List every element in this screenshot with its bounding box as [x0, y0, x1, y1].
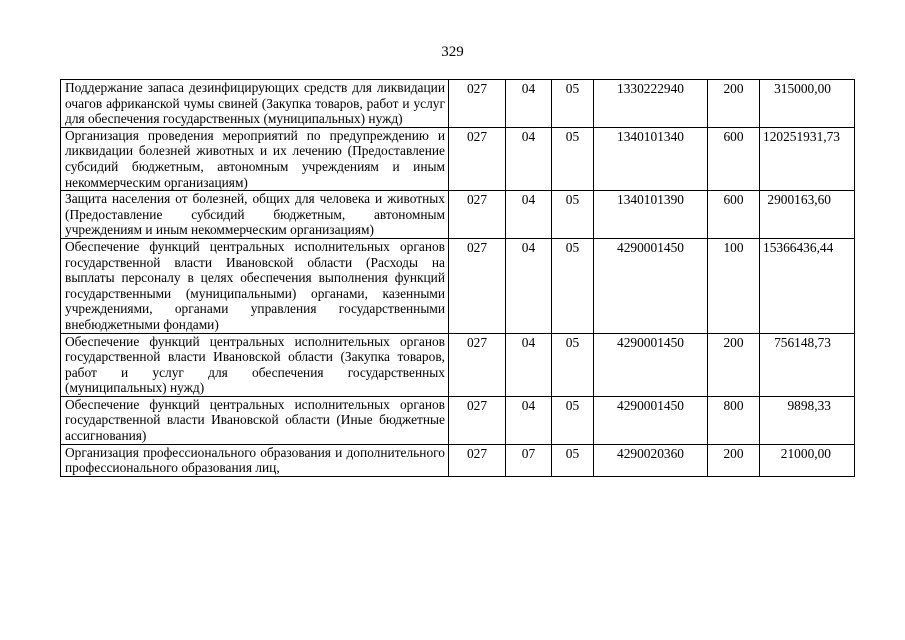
- row-description: Организация проведения мероприятий по предупреждению и ликвидации болезней животных и их лечению (Предоставление субсидий бюджетным, автономным учреждениям и иным некоммерческим организациям): [61, 127, 449, 190]
- amount: 315000,00: [760, 80, 855, 128]
- table-row: [61, 444, 855, 476]
- table-row: [61, 80, 855, 128]
- section-code: 04: [506, 127, 552, 190]
- target-article-code: 4290020360: [594, 444, 708, 476]
- expense-type-code: 200: [708, 444, 760, 476]
- ministry-code: 027: [449, 396, 506, 444]
- subsection-code: 05: [552, 80, 594, 128]
- amount: 15366436,44: [760, 238, 855, 333]
- expense-type-code: 600: [708, 127, 760, 190]
- budget-table: [60, 79, 855, 477]
- row-description: Обеспечение функций центральных исполнительных органов государственной власти Ивановской области (Иные бюджетные ассигнования): [61, 396, 449, 444]
- target-article-code: 1330222940: [594, 80, 708, 128]
- ministry-code: 027: [449, 80, 506, 128]
- section-code: 04: [506, 191, 552, 239]
- row-description: Поддержание запаса дезинфицирующих средств для ликвидации очагов африканской чумы свиней (Закупка товаров, работ и услуг для обеспечения государственных (муниципальных) нужд): [61, 80, 449, 128]
- table-row: [61, 127, 855, 190]
- subsection-code: 05: [552, 396, 594, 444]
- table-row: [61, 191, 855, 239]
- expense-type-code: 200: [708, 333, 760, 396]
- expense-type-code: 800: [708, 396, 760, 444]
- ministry-code: 027: [449, 444, 506, 476]
- section-code: 07: [506, 444, 552, 476]
- expense-type-code: 100: [708, 238, 760, 333]
- table-row: [61, 333, 855, 396]
- row-description: Защита населения от болезней, общих для человека и животных (Предоставление субсидий бюджетным, автономным учреждениям и иным некоммерческим организациям): [61, 191, 449, 239]
- table-body: [61, 80, 855, 477]
- ministry-code: 027: [449, 127, 506, 190]
- target-article-code: 1340101390: [594, 191, 708, 239]
- subsection-code: 05: [552, 191, 594, 239]
- row-description: Обеспечение функций центральных исполнительных органов государственной власти Ивановской области (Закупка товаров, работ и услуг для обеспечения государственных (муниципальных) нужд): [61, 333, 449, 396]
- page-number: 329: [441, 44, 464, 60]
- subsection-code: 05: [552, 333, 594, 396]
- subsection-code: 05: [552, 238, 594, 333]
- target-article-code: 4290001450: [594, 333, 708, 396]
- section-code: 04: [506, 333, 552, 396]
- target-article-code: 4290001450: [594, 238, 708, 333]
- ministry-code: 027: [449, 191, 506, 239]
- subsection-code: 05: [552, 444, 594, 476]
- row-description: Организация профессионального образования и дополнительного профессионального образования лиц,: [61, 444, 449, 476]
- section-code: 04: [506, 396, 552, 444]
- expense-type-code: 200: [708, 80, 760, 128]
- amount: 2900163,60: [760, 191, 855, 239]
- amount: 21000,00: [760, 444, 855, 476]
- ministry-code: 027: [449, 238, 506, 333]
- amount: 756148,73: [760, 333, 855, 396]
- section-code: 04: [506, 80, 552, 128]
- target-article-code: 1340101340: [594, 127, 708, 190]
- ministry-code: 027: [449, 333, 506, 396]
- amount: 120251931,73: [760, 127, 855, 190]
- table-row: [61, 396, 855, 444]
- subsection-code: 05: [552, 127, 594, 190]
- row-description: Обеспечение функций центральных исполнительных органов государственной власти Ивановской области (Расходы на выплаты персоналу в целях обеспечения выполнения функций государственными (муниципальными) органами, казенными учреждениями, органами управления государственными внебюджетными фондами): [61, 238, 449, 333]
- table-row: [61, 238, 855, 333]
- target-article-code: 4290001450: [594, 396, 708, 444]
- amount: 9898,33: [760, 396, 855, 444]
- section-code: 04: [506, 238, 552, 333]
- expense-type-code: 600: [708, 191, 760, 239]
